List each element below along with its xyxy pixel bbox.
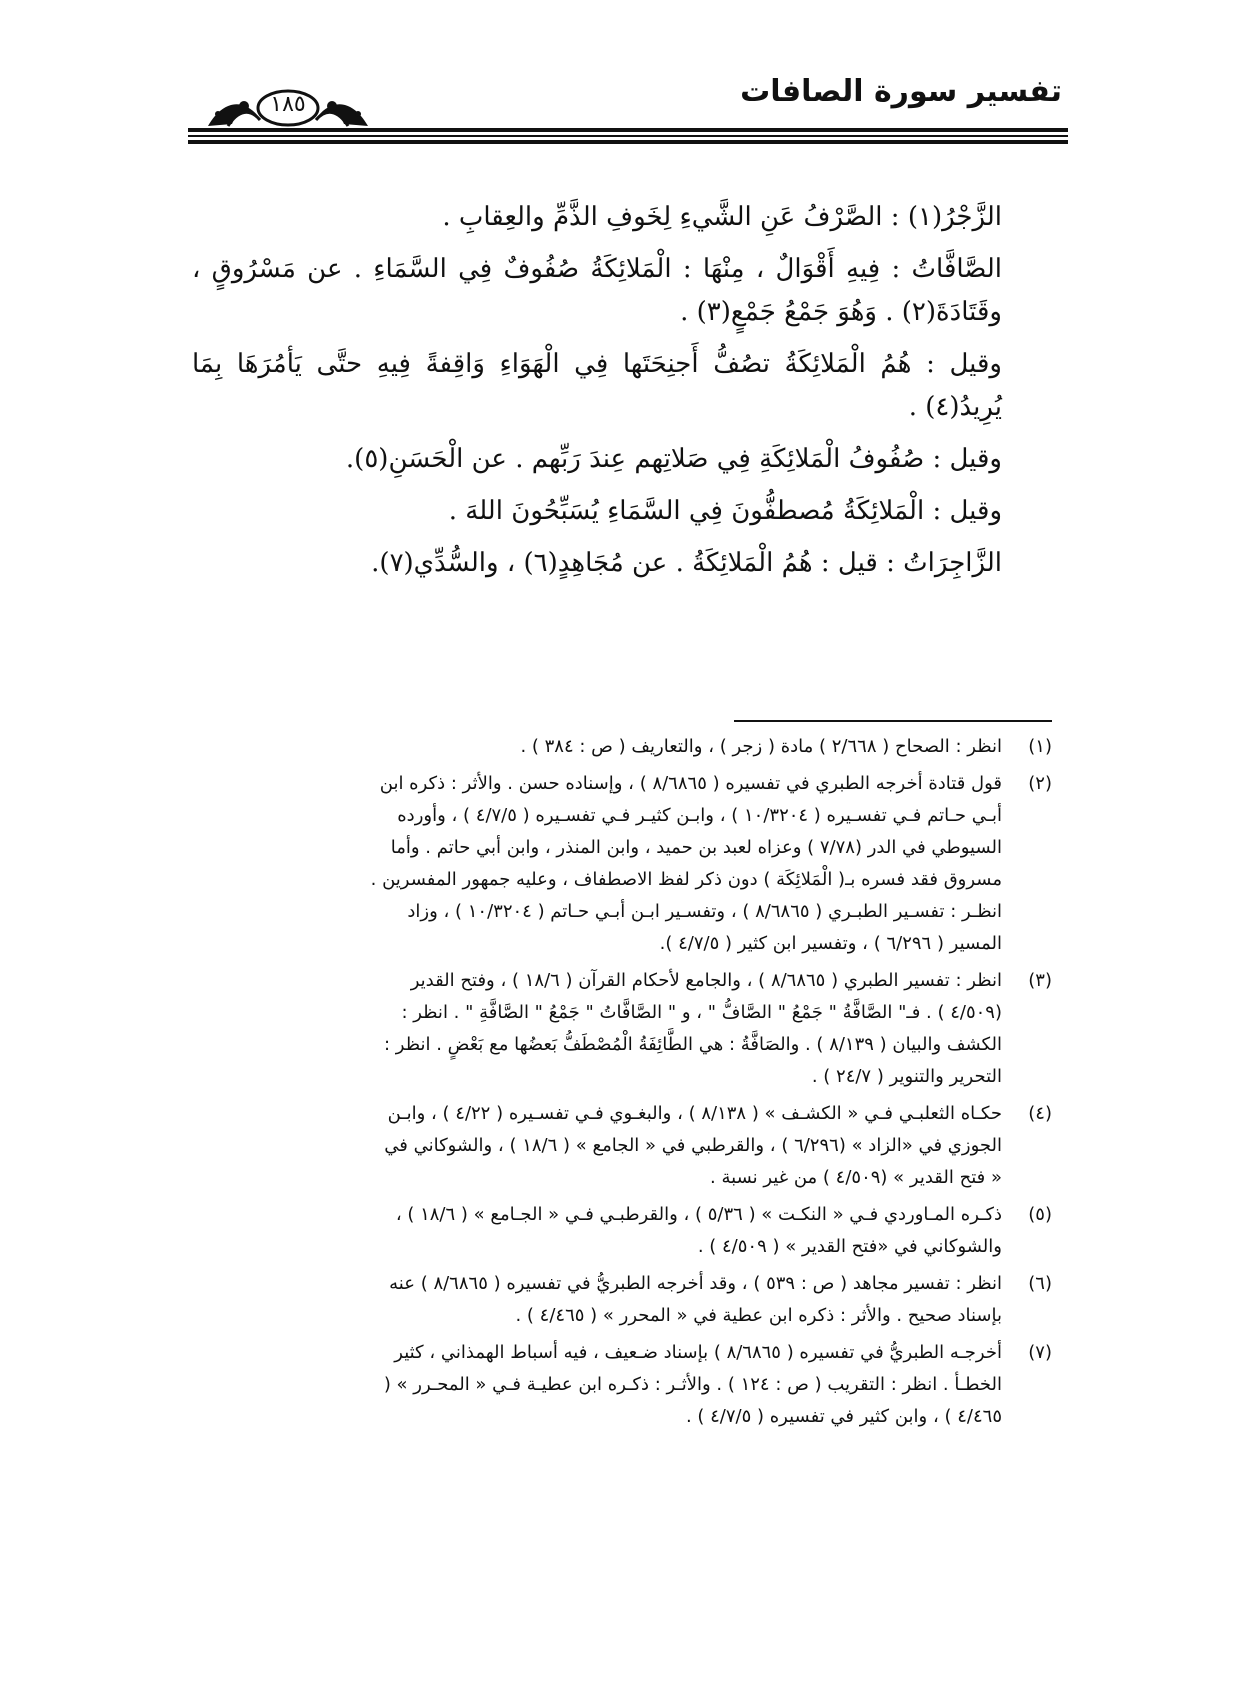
footnote-2 (192, 768, 1052, 960)
header-rule-thick (188, 128, 1068, 132)
footnote-1 (192, 731, 1052, 763)
page-header (0, 0, 1240, 160)
paragraph-prayer-rows: وقيل : صُفُوفُ الْمَلائِكَةِ فِي صَلاتِهم عِندَ رَبِّهم . عن الْحَسَنِ(٥). (345, 444, 1002, 474)
footnote-number: (٣) (1028, 970, 1052, 991)
footnote-number: (٧) (1028, 1342, 1052, 1363)
footnote-number: (٦) (1028, 1273, 1052, 1294)
footnote-line: انظر : تفسير الطبري ( ٨/٦٨٦٥ ) ، والجامع لأحكام القرآن ( ١٨/٦ ) ، وفتح القدير (410, 970, 1002, 991)
footnote-3 (192, 965, 1052, 1093)
footnote-line: الخطـأ . انظر : التقريب ( ص : ١٢٤ ) . والأثـر : ذكـره ابن عطيـة فـي « المحـرر » ( (383, 1374, 1002, 1395)
paragraph-saffat: الصَّافَّاتُ : فِيهِ أَقْوَالٌ ، مِنْهَا : الْمَلائِكَةُ صُفُوفٌ فِي السَّمَاءِ . عن مَسْرُوقٍ ، وقَتَادَةَ(٢) . وَهُوَ جَمْعُ جَمْعٍ(٣) . (192, 254, 1002, 327)
footnote-line: انظر : الصحاح ( ٢/٦٦٨ ) مادة ( زجر ) ، والتعاريف ( ص : ٣٨٤ ) . (520, 736, 1002, 757)
footnote-line: أخرجـه الطبريُّ في تفسيره ( ٨/٦٨٦٥ ) بإسناد ضـعيف ، فيه أسباط الهمذاني ، كثير (394, 1342, 1002, 1363)
header-rule-thick (188, 140, 1068, 144)
footnote-line: بإسناد صحيح . والأثر : ذكره ابن عطية في « المحرر » ( ٤/٤٦٥ ) . (515, 1305, 1002, 1326)
footnote-line: انظر : تفسير مجاهد ( ص : ٥٣٩ ) ، وقد أخرجه الطبريُّ في تفسيره ( ٨/٦٨٦٥ ) عنه (389, 1273, 1002, 1294)
footnote-6 (192, 1268, 1052, 1332)
page-number: ١٨٥ (270, 92, 306, 117)
paragraph-glorify: وقيل : الْمَلائِكَةُ مُصطفُّونَ فِي السَّمَاءِ يُسَبِّحُونَ اللهَ . (448, 496, 1002, 526)
paragraph-zajirat: الزَّاجِرَاتُ : قيل : هُمُ الْمَلائِكَةُ . عن مُجَاهِدٍ(٦) ، والسُّدِّي(٧). (371, 548, 1002, 578)
footnote-number: (٤) (1028, 1103, 1052, 1124)
paragraph-zajr: الزَّجْرُ(١) : الصَّرْفُ عَنِ الشَّيءِ لِخَوفِ الذَّمِّ والعِقابِ . (442, 202, 1002, 232)
footnote-line: التحرير والتنوير ( ٢٤/٧ ) . (811, 1066, 1002, 1087)
footnote-line: السيوطي في الدر (٧/٧٨ ) وعزاه لعبد بن حميد ، وابن المنذر ، وابن أبي حاتم . وأما (390, 837, 1002, 858)
footnote-line: « فتح القدير » (٤/٥٠٩ ) من غير نسبة . (710, 1167, 1002, 1188)
footnote-line: (٤/٥٠٩ ) . فـ" الصَّافَّةُ " جَمْعُ " الصَّافُّ " ، و " الصَّافَّاتُ " جَمْعُ " الصَّافَّةِ " . انظر : (401, 1002, 1002, 1023)
footnote-7 (192, 1337, 1052, 1433)
main-text (192, 196, 1052, 594)
footnote-line: انظـر : تفسـير الطبـري ( ٨/٦٨٦٥ ) ، وتفسـير ابـن أبـي حـاتم ( ١٠/٣٢٠٤ ) ، وزاد (407, 901, 1002, 922)
footnotes (192, 731, 1052, 1438)
surah-title: تفسير سورة الصافات (740, 74, 1062, 109)
footnote-line: قول قتادة أخرجه الطبري في تفسيره ( ٨/٦٨٦٥ ) ، وإسناده حسن . والأثر : ذكره ابن (379, 773, 1002, 794)
footnote-number: (١) (1028, 736, 1052, 757)
paragraph-wings: وقيل : هُمُ الْمَلائِكَةُ تصُفُّ أَجنِحَتَها فِي الْهَوَاءِ وَاقِفةً فِيهِ حتَّى يَأمُرَهَا بِمَا يُرِيدُ(٤) . (192, 349, 1002, 422)
footnote-line: المسير ( ٦/٢٩٦ ) ، وتفسير ابن كثير ( ٤/٧/٥ ). (659, 933, 1002, 954)
footnote-separator (734, 720, 1052, 722)
footnote-line: مسروق فقد فسره بـ( الْمَلائِكَة ) دون ذكر لفظ الاصطفاف ، وعليه جمهور المفسرين . (370, 869, 1002, 890)
footnote-line: ذكـره المـاوردي فـي « النكـت » ( ٥/٣٦ ) ، والقرطبـي فـي « الجـامع » ( ١٨/٦ ) ، (395, 1204, 1002, 1225)
footnote-line: الكشف والبيان ( ٨/١٣٩ ) . والصَافَّةُ : هي الطَّائِفَةُ الْمُصْطَفُّ بَعضُها مع بَعْضٍ . انظر : (384, 1034, 1002, 1055)
footnote-line: أبـي حـاتم فـي تفسـيره ( ١٠/٣٢٠٤ ) ، وابـن كثيـر فـي تفسـيره ( ٤/٧/٥ ) ، وأورده (397, 805, 1002, 826)
footnote-line: ٤/٤٦٥ ) ، وابن كثير في تفسيره ( ٤/٧/٥ ) . (685, 1406, 1002, 1427)
footnote-number: (٥) (1028, 1204, 1052, 1225)
footnote-line: الجوزي في «الزاد » (٦/٢٩٦ ) ، والقرطبي في « الجامع » ( ١٨/٦ ) ، والشوكاني في (384, 1135, 1002, 1156)
footnote-line: والشوكاني في «فتح القدير » ( ٤/٥٠٩ ) . (697, 1236, 1002, 1257)
footnote-number: (٢) (1028, 773, 1052, 794)
footnote-4 (192, 1098, 1052, 1194)
footnote-line: حكـاه الثعلبـي فـي « الكشـف » ( ٨/١٣٨ ) ، والبغـوي فـي تفسـيره ( ٤/٢٢ ) ، وابـن (387, 1103, 1002, 1124)
footnote-5 (192, 1199, 1052, 1263)
header-rule-thin (188, 135, 1068, 137)
